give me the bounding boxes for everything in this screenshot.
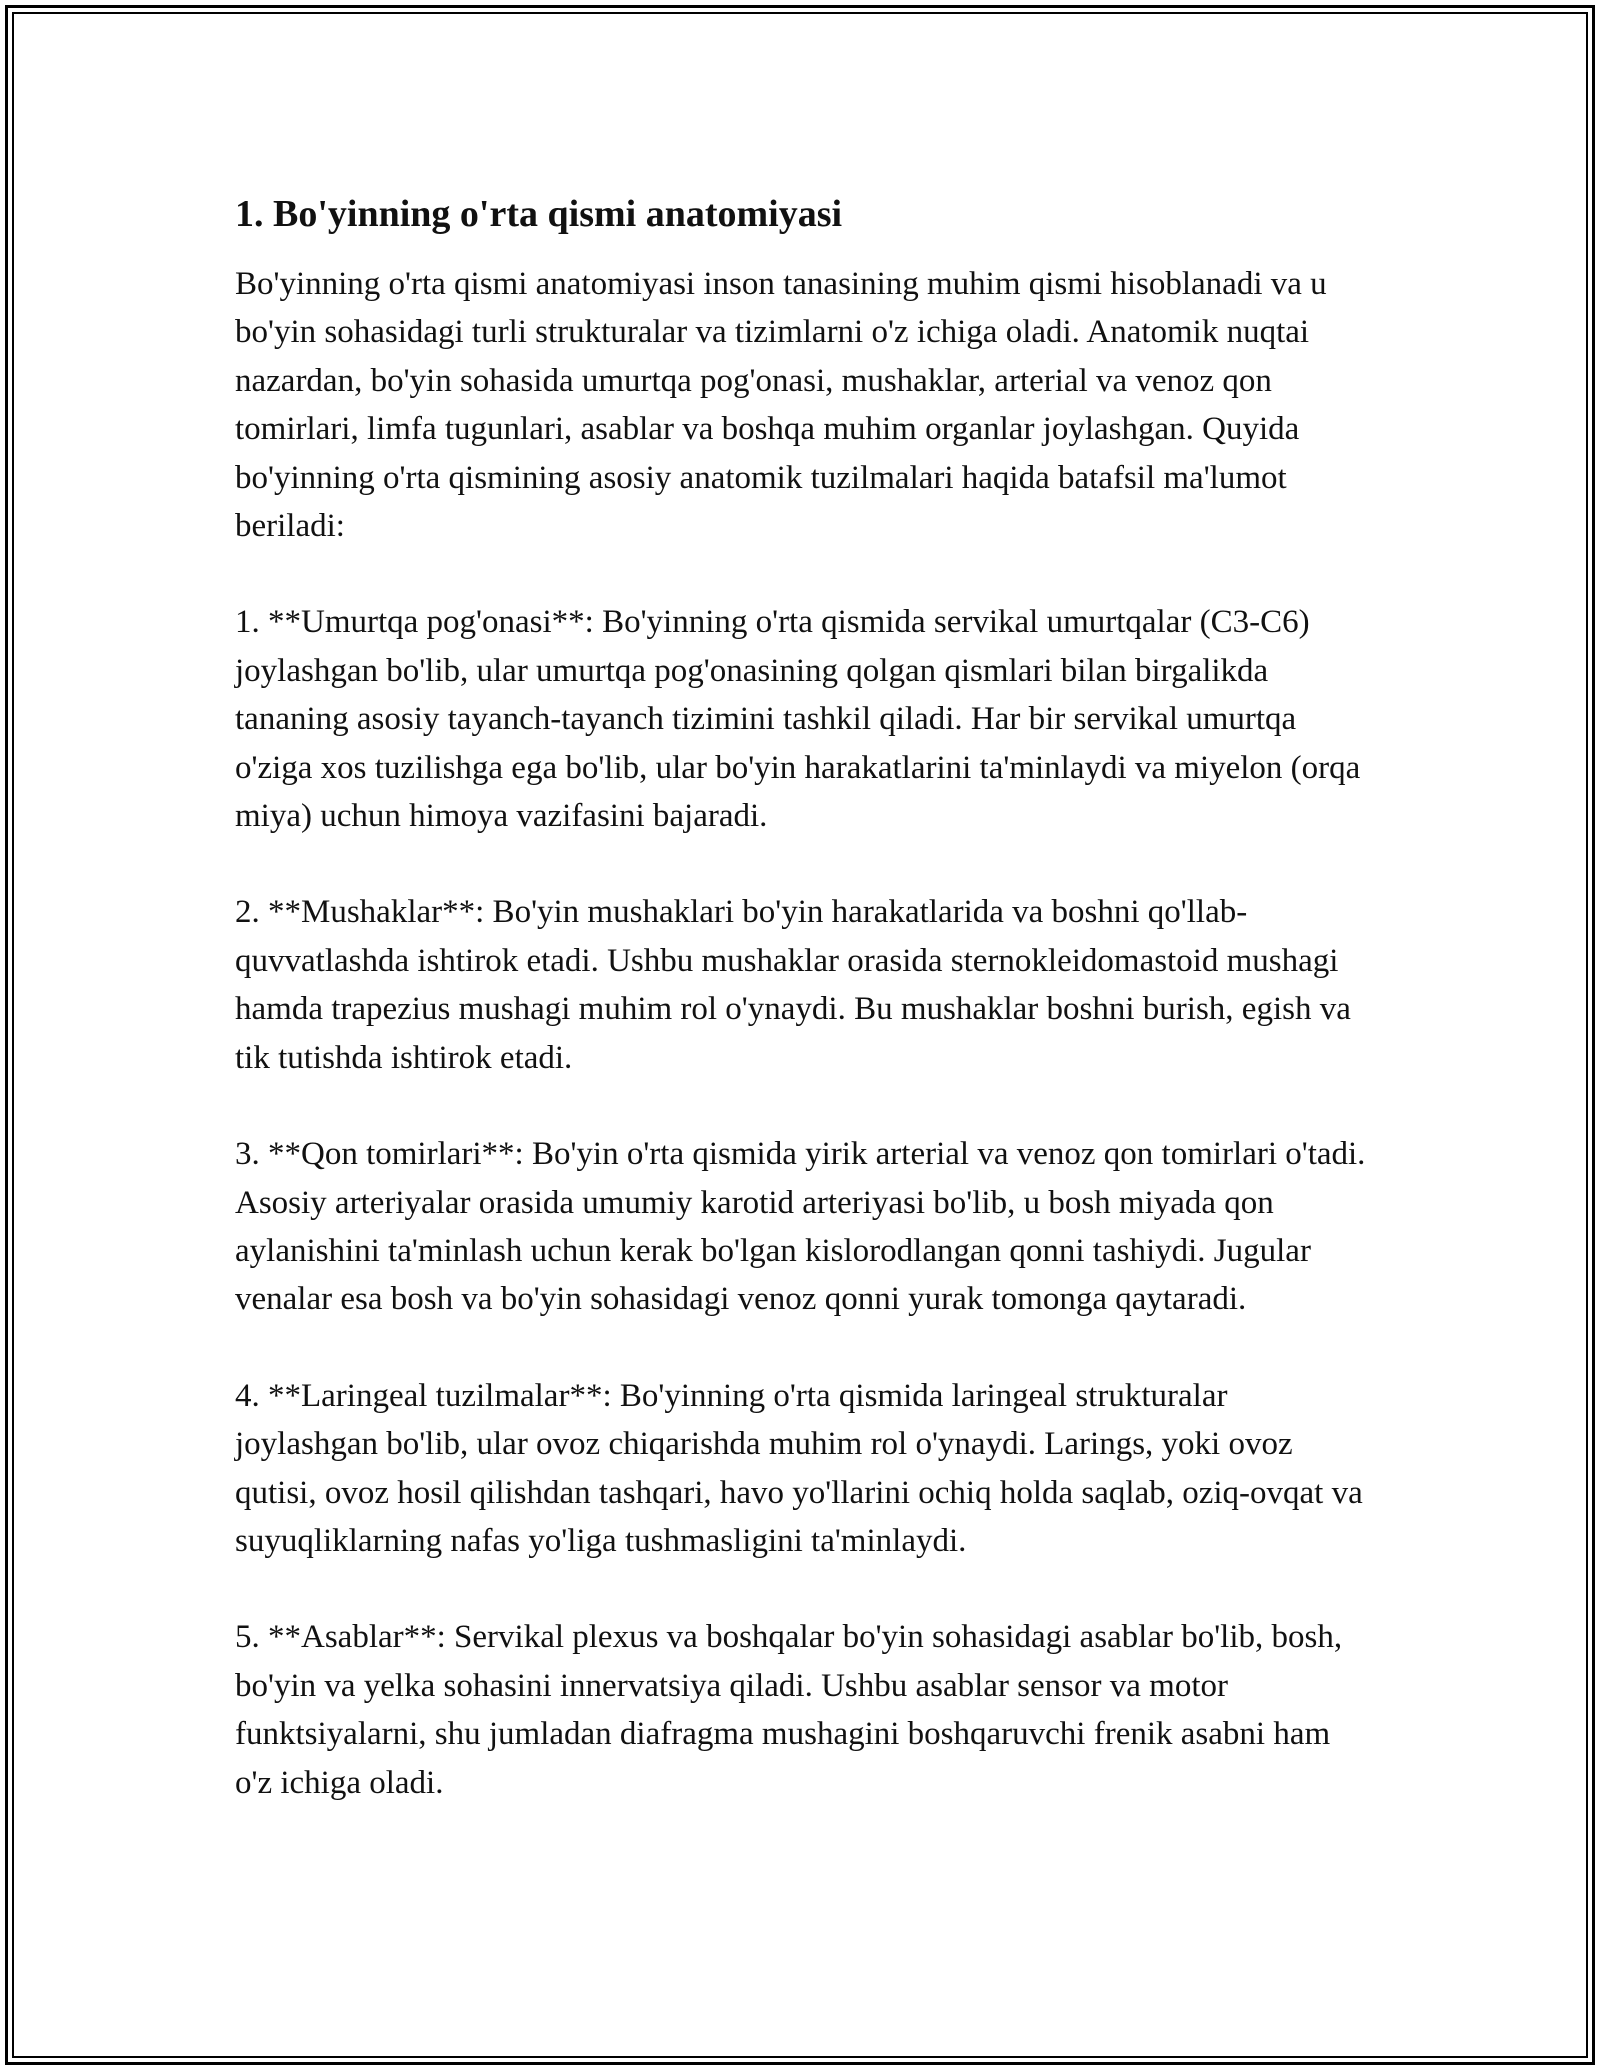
paragraph-vertebral-column: 1. **Umurtqa pog'onasi**: Bo'yinning o'rta qismida servikal umurtqalar (C3-C6) joylashgan bo'lib, ular umurtqa pog'onasining qolgan qismlari bilan birgalikda tananing asosiy tayanch-tayanch tizimini tashkil qiladi. Har bir servikal umurtqa o'ziga xos tuzilishga ega bo'lib, ular bo'yin harakatlarini ta'minlaydi va miyelon (orqa miya) uchun himoya vazifasini bajaradi. xyxy=(235,604,1361,835)
paragraph-blood-vessels: 3. **Qon tomirlari**: Bo'yin o'rta qismida yirik arterial va venoz qon tomirlari o'tadi. Asosiy arteriyalar orasida umumiy karotid arteriyasi bo'lib, u bosh miyada qon aylanishini ta'minlash uchun kerak bo'lgan kislorodlangan qonni tashiydi. Jugular venalar esa bosh va bo'yin sohasidagi venoz qonni yurak tomonga qaytaradi. xyxy=(235,1136,1366,1318)
paragraph-laryngeal-structures: 4. **Laringeal tuzilmalar**: Bo'yinning o'rta qismida laringeal strukturalar joylashgan bo'lib, ular ovoz chiqarishda muhim rol o'ynaydi. Larings, yoki ovoz qutisi, ovoz hosil qilishdan tashqari, havo yo'llarini ochiq holda saqlab, oziq-ovqat va suyuqliklarning nafas yo'liga tushmasligini ta'minlaydi. xyxy=(235,1377,1363,1559)
intro-paragraph: Bo'yinning o'rta qismi anatomiyasi inson tanasining muhim qismi hisoblanadi va u bo'yin sohasidagi turli strukturalar va tizimlarni o'z ichiga oladi. Anatomik nuqtai nazardan, bo'yin sohasida umurtqa pog'onasi, mushaklar, arterial va venoz qon tomirlari, limfa tugunlari, asablar va boshqa muhim organlar joylashgan. Quyida bo'yinning o'rta qismining asosiy anatomik tuzilmalari haqida batafsil ma'lumot beriladi: xyxy=(235,266,1327,545)
document-body xyxy=(235,188,1375,1855)
paragraph-muscles: 2. **Mushaklar**: Bo'yin mushaklari bo'yin harakatlarida va boshni qo'llab-quvvatlashda ishtirok etadi. Ushbu mushaklar orasida sternokleidomastoid mushagi hamda trapezius mushagi muhim rol o'ynaydi. Bu mushaklar boshni burish, egish va tik tutishda ishtirok etadi. xyxy=(235,894,1351,1076)
paragraph-nerves: 5. **Asablar**: Servikal plexus va boshqalar bo'yin sohasidagi asablar bo'lib, bosh, bo'yin va yelka sohasini innervatsiya qiladi. Ushbu asablar sensor va motor funktsiyalarni, shu jumladan diafragma mushagini boshqaruvchi frenik asabni ham o'z ichiga oladi. xyxy=(235,1619,1343,1801)
section-title: 1. Bo'yinning o'rta qismi anatomiyasi xyxy=(235,193,843,235)
